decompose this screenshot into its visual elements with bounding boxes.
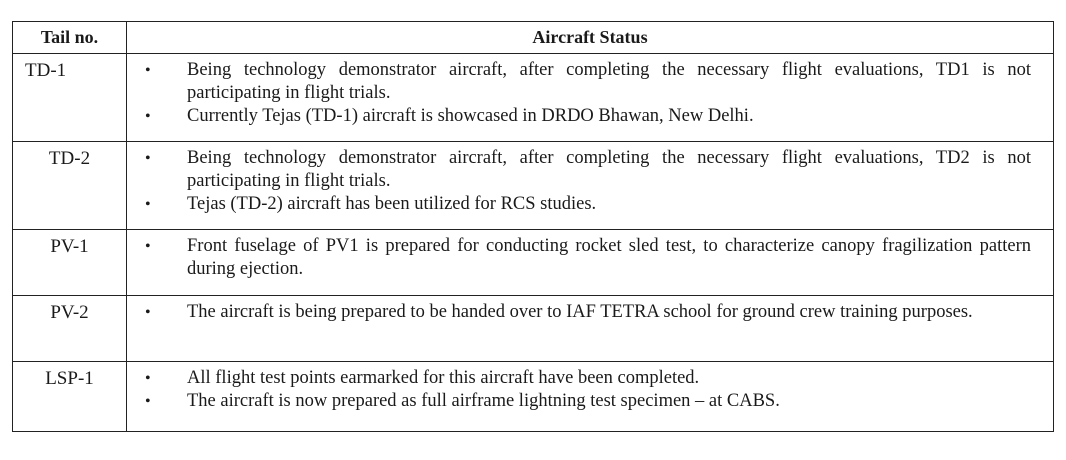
table-row	[13, 296, 1054, 362]
list-item	[127, 235, 1031, 281]
status-text: Currently Tejas (TD-1) aircraft is showcased in DRDO Bhawan, New Delhi.	[187, 106, 754, 126]
tail-number-cell: TD-2	[13, 142, 127, 230]
status-text: Being technology demonstrator aircraft, after completing the necessary flight evaluations, TD2 is not participating in flight trials.	[187, 148, 1031, 191]
table-row	[13, 362, 1054, 432]
table-row	[13, 230, 1054, 296]
status-list	[127, 367, 1031, 413]
bullet-icon: •	[145, 108, 151, 125]
status-cell	[127, 54, 1054, 142]
header-aircraft-status: Aircraft Status	[127, 22, 1054, 54]
status-text: All flight test points earmarked for this aircraft have been completed.	[187, 368, 700, 388]
status-list	[127, 301, 1031, 324]
status-cell	[127, 142, 1054, 230]
header-row	[13, 22, 1054, 54]
list-item	[127, 59, 1031, 105]
tail-number-cell: PV-2	[13, 296, 127, 362]
list-item	[127, 390, 1031, 413]
list-item	[127, 367, 1031, 390]
status-list	[127, 235, 1031, 281]
list-item	[127, 301, 1031, 324]
bullet-icon: •	[145, 62, 151, 79]
list-item	[127, 193, 1031, 216]
status-cell	[127, 296, 1054, 362]
status-text: Front fuselage of PV1 is prepared for conducting rocket sled test, to characterize canopy fragilization pattern during ejection.	[187, 236, 1031, 279]
bullet-icon: •	[145, 393, 151, 410]
status-text: The aircraft is being prepared to be handed over to IAF TETRA school for ground crew training purposes.	[187, 302, 973, 322]
tail-number-cell: PV-1	[13, 230, 127, 296]
list-item	[127, 147, 1031, 193]
bullet-icon: •	[145, 196, 151, 213]
status-cell	[127, 230, 1054, 296]
status-list	[127, 147, 1031, 216]
status-cell	[127, 362, 1054, 432]
bullet-icon: •	[145, 238, 151, 255]
aircraft-status-table	[12, 21, 1054, 432]
tail-number-cell: TD-1	[13, 54, 127, 142]
status-text: Tejas (TD-2) aircraft has been utilized for RCS studies.	[187, 194, 597, 214]
header-tail-no: Tail no.	[13, 22, 127, 54]
bullet-icon: •	[145, 150, 151, 167]
tail-number-cell: LSP-1	[13, 362, 127, 432]
table-row	[13, 142, 1054, 230]
list-item	[127, 105, 1031, 128]
bullet-icon: •	[145, 304, 151, 321]
status-text: Being technology demonstrator aircraft, after completing the necessary flight evaluations, TD1 is not participating in flight trials.	[187, 60, 1031, 103]
status-text: The aircraft is now prepared as full airframe lightning test specimen – at CABS.	[187, 391, 780, 411]
table-row	[13, 54, 1054, 142]
bullet-icon: •	[145, 370, 151, 387]
status-list	[127, 59, 1031, 128]
